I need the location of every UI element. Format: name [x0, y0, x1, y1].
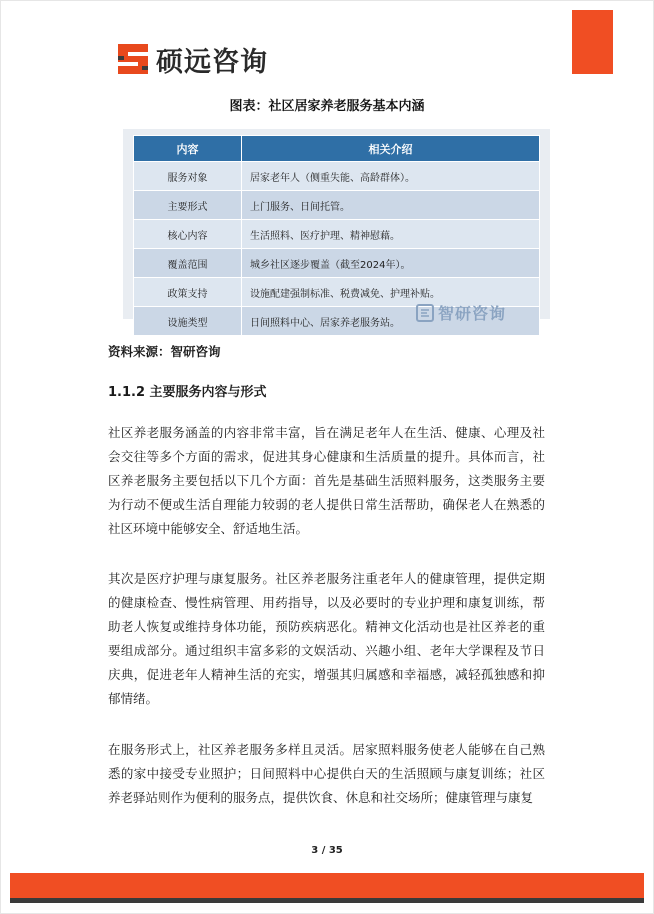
table-cell: 城乡社区逐步覆盖（截至2024年）。 — [242, 249, 540, 278]
source-note: 资料来源：智研咨询 — [108, 344, 221, 359]
corner-accent-block — [572, 10, 613, 74]
brand-logo-icon — [116, 42, 150, 76]
watermark-logo-icon — [416, 304, 434, 322]
figure-table-image — [123, 129, 550, 329]
section-heading: 1.1.2 主要服务内容与形式 — [108, 385, 267, 400]
table-cell: 核心内容 — [134, 220, 242, 249]
table-header-cell: 内容 — [134, 136, 242, 162]
table-cell: 服务对象 — [134, 162, 242, 191]
table-row — [134, 162, 540, 191]
table-cell: 设施配建强制标准、税费减免、护理补贴。 — [242, 278, 540, 307]
body-paragraph: 其次是医疗护理与康复服务。社区养老服务注重老年人的健康管理，提供定期的健康检查、慢性病管理、用药指导，以及必要时的专业护理和康复训练，帮助老人恢复或维持身体功能，预防疾病恶化。精神文化活动也是社区养老的重要组成部分。通过组织丰富多彩的文娱活动、兴趣小组、老年大学课程及节日庆典，促进老年人精神生活的充实，增强其归属感和幸福感，减轻孤独感和抑郁情绪。 — [108, 571, 545, 706]
table-cell: 上门服务、日间托管。 — [242, 191, 540, 220]
watermark-text: 智研咨询 — [438, 304, 507, 323]
table-row — [134, 220, 540, 249]
body-paragraph: 社区养老服务涵盖的内容非常丰富，旨在满足老年人在生活、健康、心理及社会交往等多个方面的需求，促进其身心健康和生活质量的提升。具体而言，社区养老服务主要包括以下几个方面：首先是基础生活照料服务，这类服务主要为行动不便或生活自理能力较弱的老人提供日常生活帮助，确保老人在熟悉的社区环境中能够安全、舒适地生活。 — [108, 425, 545, 536]
table-row — [134, 249, 540, 278]
table-header-cell: 相关介绍 — [242, 136, 540, 162]
table-cell: 主要形式 — [134, 191, 242, 220]
table-cell: 居家老年人（侧重失能、高龄群体）。 — [242, 162, 540, 191]
table-cell: 覆盖范围 — [134, 249, 242, 278]
figure-caption: 图表：社区居家养老服务基本内涵 — [229, 99, 425, 114]
table-cell: 日间照料中心、居家养老服务站。 — [242, 307, 540, 336]
body-paragraph: 在服务形式上，社区养老服务多样且灵活。居家照料服务使老人能够在自己熟悉的家中接受专业照护；日间照料中心提供白天的生活照顾与康复训练；社区养老驿站则作为便利的服务点，提供饮食、休息和社交场所；健康管理与康复 — [108, 742, 545, 805]
table-header-row — [134, 136, 540, 162]
table-cell: 政策支持 — [134, 278, 242, 307]
watermark — [416, 301, 506, 324]
footer-dark-strip — [10, 898, 644, 903]
page-number: 3 / 35 — [311, 845, 343, 856]
table-row — [134, 191, 540, 220]
brand-logo — [116, 42, 268, 76]
brand-logo-text: 硕远咨询 — [156, 46, 268, 78]
table-cell: 设施类型 — [134, 307, 242, 336]
table-cell: 生活照料、医疗护理、精神慰藉。 — [242, 220, 540, 249]
